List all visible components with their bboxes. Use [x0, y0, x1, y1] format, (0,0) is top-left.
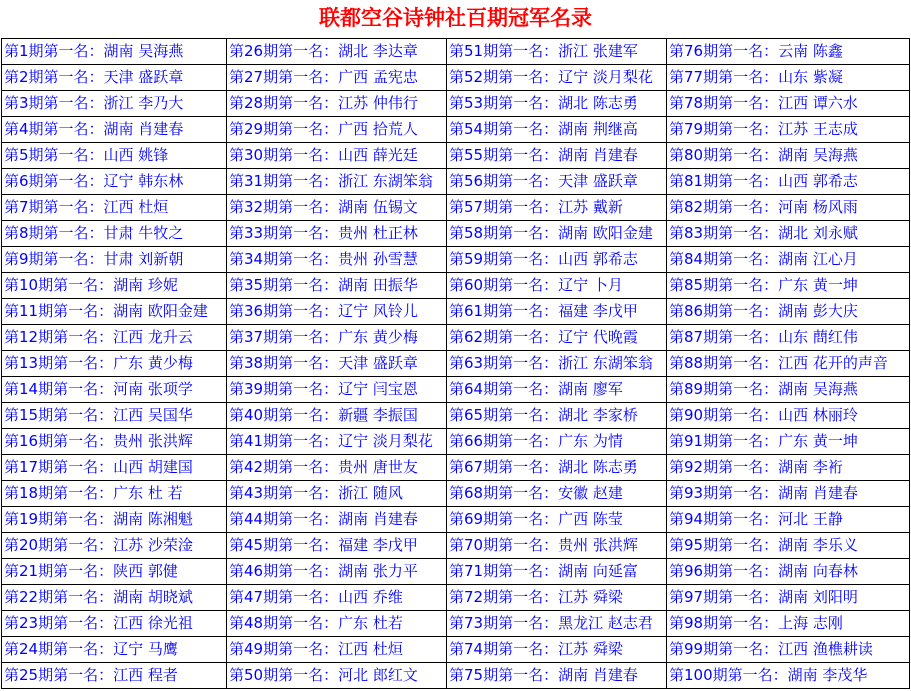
- table-row: [2, 403, 910, 429]
- table-row: [2, 533, 910, 559]
- champion-cell: 第85期第一名：广东 黄一坤: [667, 273, 910, 299]
- champion-cell: 第27期第一名：广西 孟宪忠: [227, 65, 447, 91]
- champion-cell: 第68期第一名：安徽 赵建: [447, 481, 667, 507]
- champion-cell: 第44期第一名：湖南 肖建春: [227, 507, 447, 533]
- champion-cell: 第84期第一名：湖南 江心月: [667, 247, 910, 273]
- champion-cell: 第35期第一名：湖南 田振华: [227, 273, 447, 299]
- champion-cell: 第56期第一名：天津 盛跃章: [447, 169, 667, 195]
- champion-cell: 第69期第一名：广西 陈莹: [447, 507, 667, 533]
- champion-cell: 第79期第一名：江苏 王志成: [667, 117, 910, 143]
- champion-cell: 第17期第一名：山西 胡建国: [2, 455, 227, 481]
- champion-cell: 第39期第一名：辽宁 闫宝恩: [227, 377, 447, 403]
- champion-cell: 第61期第一名：福建 李戊甲: [447, 299, 667, 325]
- champion-cell: 第71期第一名：湖南 向延富: [447, 559, 667, 585]
- champion-cell: 第89期第一名：湖南 吴海燕: [667, 377, 910, 403]
- champion-cell: 第41期第一名：辽宁 淡月梨花: [227, 429, 447, 455]
- champion-cell: 第46期第一名：湖南 张力平: [227, 559, 447, 585]
- champions-table: [1, 38, 910, 689]
- champion-cell: 第66期第一名：广东 为情: [447, 429, 667, 455]
- table-row: [2, 221, 910, 247]
- champion-cell: 第72期第一名：江苏 舜梁: [447, 585, 667, 611]
- champion-cell: 第73期第一名：黑龙江 赵志君: [447, 611, 667, 637]
- champion-cell: 第67期第一名：湖北 陈志勇: [447, 455, 667, 481]
- champion-cell: 第57期第一名：江苏 戴新: [447, 195, 667, 221]
- table-row: [2, 585, 910, 611]
- page-title: 联都空谷诗钟社百期冠军名录: [319, 5, 592, 30]
- champion-cell: 第1期第一名：湖南 吴海燕: [2, 39, 227, 65]
- champion-cell: 第32期第一名：湖南 伍锡文: [227, 195, 447, 221]
- champion-cell: 第55期第一名：湖南 肖建春: [447, 143, 667, 169]
- champion-cell: 第13期第一名：广东 黄少梅: [2, 351, 227, 377]
- table-row: [2, 351, 910, 377]
- table-row: [2, 143, 910, 169]
- table-row: [2, 117, 910, 143]
- table-row: [2, 507, 910, 533]
- table-row: [2, 663, 910, 689]
- champion-cell: 第38期第一名：天津 盛跃章: [227, 351, 447, 377]
- champion-cell: 第63期第一名：浙江 东湖笨翁: [447, 351, 667, 377]
- champion-cell: 第78期第一名：江西 谭六水: [667, 91, 910, 117]
- table-row: [2, 325, 910, 351]
- champion-cell: 第28期第一名：江苏 仲伟行: [227, 91, 447, 117]
- champion-cell: 第26期第一名：湖北 李达章: [227, 39, 447, 65]
- champion-cell: 第3期第一名：浙江 李乃大: [2, 91, 227, 117]
- champion-cell: 第34期第一名：贵州 孙雪慧: [227, 247, 447, 273]
- champion-cell: 第52期第一名：辽宁 淡月梨花: [447, 65, 667, 91]
- champion-cell: 第60期第一名：辽宁 卜月: [447, 273, 667, 299]
- champion-cell: 第29期第一名：广西 拾荒人: [227, 117, 447, 143]
- champion-cell: 第42期第一名：贵州 唐世友: [227, 455, 447, 481]
- table-row: [2, 247, 910, 273]
- champion-cell: 第37期第一名：广东 黄少梅: [227, 325, 447, 351]
- champion-cell: 第22期第一名：湖南 胡晓斌: [2, 585, 227, 611]
- table-row: [2, 299, 910, 325]
- champion-cell: 第76期第一名：云南 陈鑫: [667, 39, 910, 65]
- champion-cell: 第80期第一名：湖南 吴海燕: [667, 143, 910, 169]
- champion-cell: 第24期第一名：辽宁 马鹰: [2, 637, 227, 663]
- champion-cell: 第9期第一名：甘肃 刘新朝: [2, 247, 227, 273]
- table-row: [2, 91, 910, 117]
- champion-cell: 第14期第一名：河南 张项学: [2, 377, 227, 403]
- champion-cell: 第45期第一名：福建 李戊甲: [227, 533, 447, 559]
- table-row: [2, 195, 910, 221]
- champion-cell: 第77期第一名：山东 紫凝: [667, 65, 910, 91]
- table-row: [2, 377, 910, 403]
- champion-cell: 第90期第一名：山西 林丽玲: [667, 403, 910, 429]
- table-row: [2, 39, 910, 65]
- champion-cell: 第21期第一名：陕西 郭健: [2, 559, 227, 585]
- champion-cell: 第5期第一名：山西 姚锋: [2, 143, 227, 169]
- table-row: [2, 273, 910, 299]
- champion-cell: 第43期第一名：浙江 随风: [227, 481, 447, 507]
- champion-cell: 第20期第一名：江苏 沙荣淦: [2, 533, 227, 559]
- champion-cell: 第59期第一名：山西 郭希志: [447, 247, 667, 273]
- champion-cell: 第47期第一名：山西 乔维: [227, 585, 447, 611]
- champion-cell: 第49期第一名：江西 杜烜: [227, 637, 447, 663]
- champion-cell: 第31期第一名：浙江 东湖笨翁: [227, 169, 447, 195]
- champion-cell: 第65期第一名：湖北 李家桥: [447, 403, 667, 429]
- champions-table-body: [2, 39, 910, 689]
- champion-cell: 第23期第一名：江西 徐光祖: [2, 611, 227, 637]
- champion-cell: 第96期第一名：湖南 向春林: [667, 559, 910, 585]
- champion-cell: 第12期第一名：江西 龙升云: [2, 325, 227, 351]
- champion-cell: 第16期第一名：贵州 张洪辉: [2, 429, 227, 455]
- champion-cell: 第40期第一名：新疆 李振国: [227, 403, 447, 429]
- champion-cell: 第51期第一名：浙江 张建军: [447, 39, 667, 65]
- champion-cell: 第97期第一名：湖南 刘阳明: [667, 585, 910, 611]
- champion-cell: 第11期第一名：湖南 欧阳金建: [2, 299, 227, 325]
- champion-cell: 第18期第一名：广东 杜 若: [2, 481, 227, 507]
- champion-cell: 第53期第一名：湖北 陈志勇: [447, 91, 667, 117]
- champion-cell: 第75期第一名：湖南 肖建春: [447, 663, 667, 689]
- champion-cell: 第64期第一名：湖南 廖军: [447, 377, 667, 403]
- champion-cell: 第6期第一名：辽宁 韩东林: [2, 169, 227, 195]
- champion-cell: 第2期第一名：天津 盛跃章: [2, 65, 227, 91]
- champion-cell: 第87期第一名：山东 蔄红伟: [667, 325, 910, 351]
- champion-cell: 第58期第一名：湖南 欧阳金建: [447, 221, 667, 247]
- table-row: [2, 637, 910, 663]
- champion-cell: 第30期第一名：山西 薛光廷: [227, 143, 447, 169]
- champion-cell: 第81期第一名：山西 郭希志: [667, 169, 910, 195]
- champion-cell: 第50期第一名：河北 郎红文: [227, 663, 447, 689]
- champion-cell: 第54期第一名：湖南 荆继高: [447, 117, 667, 143]
- champion-cell: 第95期第一名：湖南 李乐义: [667, 533, 910, 559]
- champion-cell: 第36期第一名：辽宁 风铃儿: [227, 299, 447, 325]
- table-row: [2, 169, 910, 195]
- table-row: [2, 429, 910, 455]
- champion-cell: 第94期第一名：河北 王静: [667, 507, 910, 533]
- table-row: [2, 65, 910, 91]
- champion-cell: 第19期第一名：湖南 陈湘魁: [2, 507, 227, 533]
- champion-cell: 第83期第一名：湖北 刘永赋: [667, 221, 910, 247]
- champion-cell: 第100期第一名：湖南 李茂华: [667, 663, 910, 689]
- table-row: [2, 611, 910, 637]
- table-row: [2, 455, 910, 481]
- champion-cell: 第48期第一名：广东 杜若: [227, 611, 447, 637]
- champion-cell: 第15期第一名：江西 吴国华: [2, 403, 227, 429]
- champion-cell: 第86期第一名：湖南 彭大庆: [667, 299, 910, 325]
- champion-cell: 第4期第一名：湖南 肖建春: [2, 117, 227, 143]
- table-row: [2, 559, 910, 585]
- champion-cell: 第99期第一名：江西 渔樵耕读: [667, 637, 910, 663]
- champion-cell: 第88期第一名：江西 花开的声音: [667, 351, 910, 377]
- champion-cell: 第33期第一名：贵州 杜正林: [227, 221, 447, 247]
- champion-cell: 第62期第一名：辽宁 代晚霞: [447, 325, 667, 351]
- champion-cell: 第74期第一名：江苏 舜梁: [447, 637, 667, 663]
- champion-cell: 第8期第一名：甘肃 牛牧之: [2, 221, 227, 247]
- champion-cell: 第91期第一名：广东 黄一坤: [667, 429, 910, 455]
- champion-cell: 第70期第一名：贵州 张洪辉: [447, 533, 667, 559]
- champion-cell: 第7期第一名：江西 杜烜: [2, 195, 227, 221]
- champion-cell: 第10期第一名：湖南 珍妮: [2, 273, 227, 299]
- champion-cell: 第25期第一名：江西 程者: [2, 663, 227, 689]
- table-row: [2, 481, 910, 507]
- champion-cell: 第92期第一名：湖南 李裄: [667, 455, 910, 481]
- champion-cell: 第82期第一名：河南 杨风雨: [667, 195, 910, 221]
- champion-cell: 第93期第一名：湖南 肖建春: [667, 481, 910, 507]
- champion-cell: 第98期第一名：上海 志刚: [667, 611, 910, 637]
